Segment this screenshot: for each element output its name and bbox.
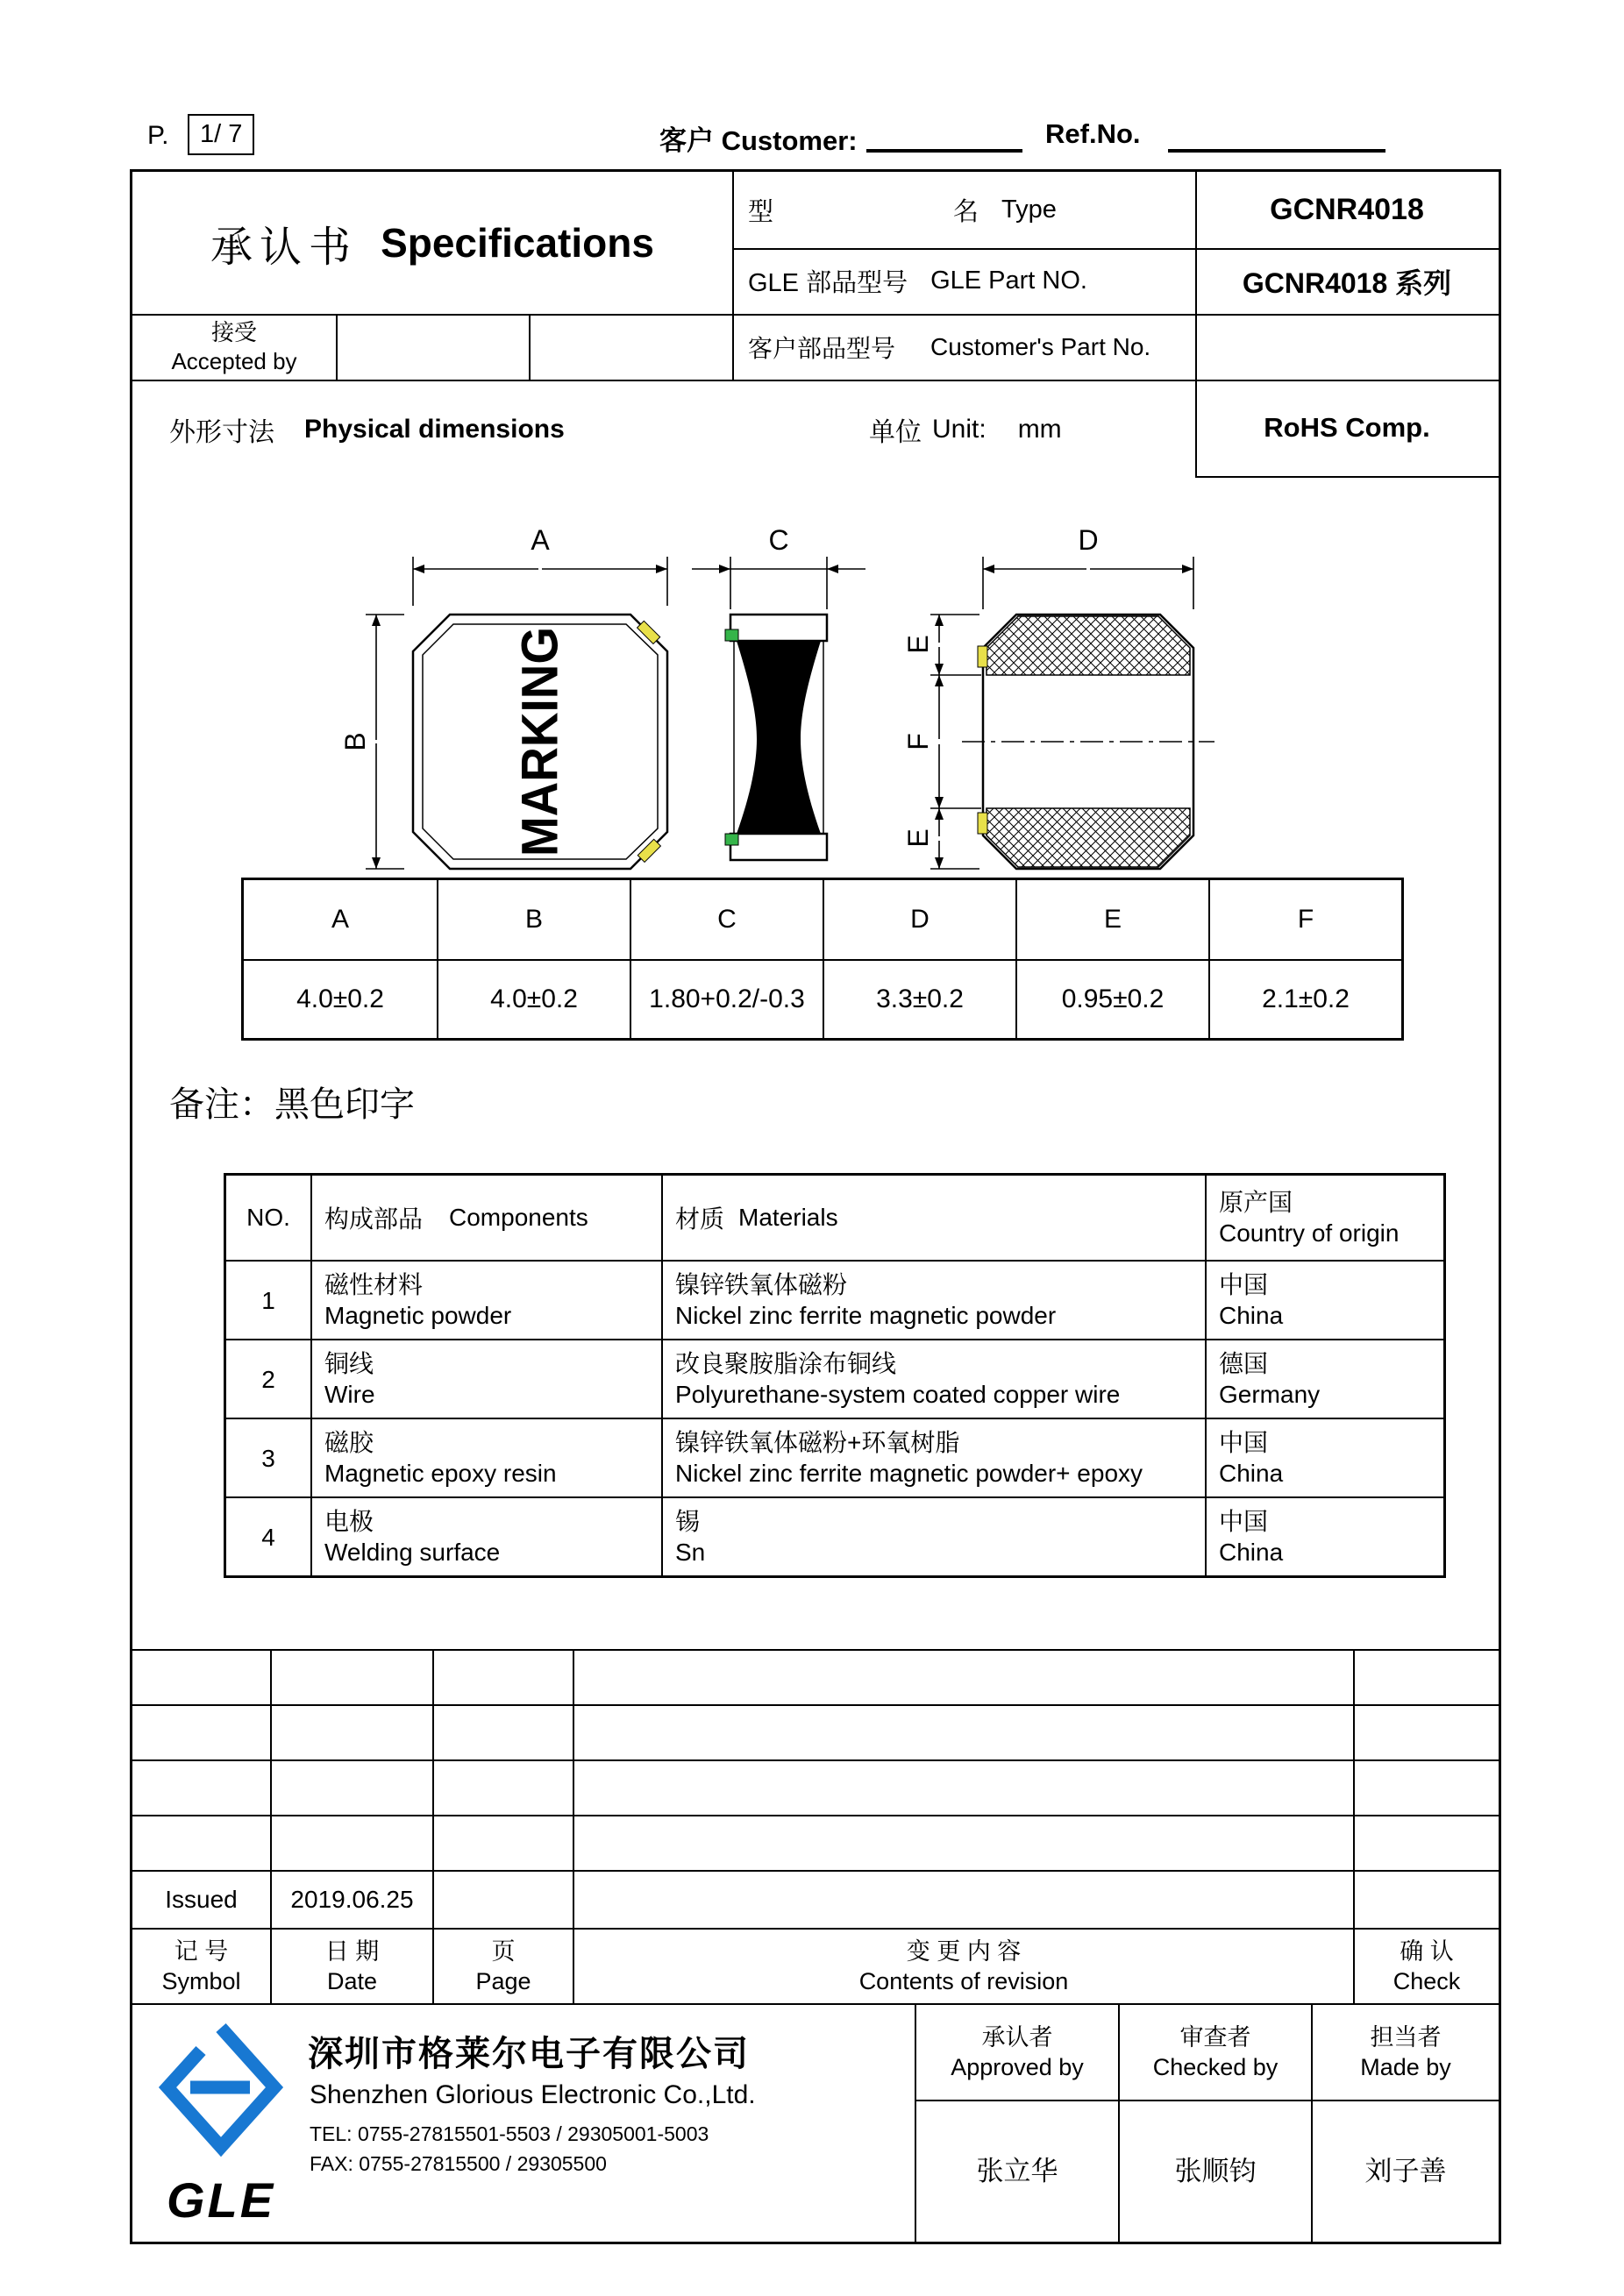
component-origin-cn: 中国 xyxy=(1219,1271,1269,1298)
made-by-name: 刘子善 xyxy=(1311,2100,1499,2242)
dim-label-e-bottom: E xyxy=(902,828,934,848)
approval-col-approved-en: Approved by xyxy=(951,2054,1084,2080)
components-table xyxy=(224,1173,1446,1578)
company-fax: FAX: 0755-27815500 / 29305500 xyxy=(310,2152,607,2175)
component-origin-cn: 中国 xyxy=(1219,1429,1269,1456)
component-origin-en: China xyxy=(1219,1539,1284,1566)
component-material-cn: 锡 xyxy=(675,1508,701,1535)
gle-logo xyxy=(155,2015,287,2235)
approval-col-made xyxy=(1311,2005,1499,2100)
revision-col-page-en: Page xyxy=(475,1968,531,1994)
issued-date: 2019.06.25 xyxy=(270,1872,432,1928)
component-row-origin xyxy=(1205,1260,1443,1339)
revision-col-contents-en: Contents of revision xyxy=(858,1968,1069,1994)
physical-dimensions-cn: 外形寸法 xyxy=(169,418,274,447)
component-row-name xyxy=(310,1418,661,1496)
revision-empty-row xyxy=(132,1815,1499,1870)
revision-table xyxy=(132,1649,1499,2003)
type-label-cell xyxy=(732,172,1195,248)
marking-text: MARKING xyxy=(511,613,569,857)
components-col-materials-cn: 材质 xyxy=(675,1205,725,1233)
approval-col-checked-cn: 审查者 xyxy=(1179,2024,1251,2051)
components-col-components-cn: 构成部品 xyxy=(324,1205,424,1233)
revision-col-date xyxy=(270,1930,432,2003)
component-material-en: Nickel zinc ferrite magnetic powder+ epoxy xyxy=(675,1460,1143,1487)
component-row-name xyxy=(310,1496,661,1575)
revision-col-symbol-cn: 记 号 xyxy=(174,1938,229,1965)
revision-cell-empty xyxy=(432,1872,573,1928)
component-name-en: Magnetic epoxy resin xyxy=(324,1460,557,1487)
revision-col-check-en: Check xyxy=(1393,1968,1461,1994)
accepted-by-en: Accepted by xyxy=(171,347,297,374)
dim-value: 4.0±0.2 xyxy=(244,959,437,1038)
dim-header: D xyxy=(823,880,1015,959)
component-origin-en: Germany xyxy=(1219,1381,1321,1408)
component-name-cn: 磁胶 xyxy=(324,1429,374,1456)
dim-header: F xyxy=(1208,880,1401,959)
top-line xyxy=(0,114,1624,168)
revision-empty-row xyxy=(132,1759,1499,1815)
dim-label-e-top: E xyxy=(902,635,934,654)
component-row-no: 2 xyxy=(226,1339,310,1418)
company-tel: TEL: 0755-27815501-5503 / 29305001-5003 xyxy=(310,2122,709,2145)
components-col-components-en: Components xyxy=(449,1204,588,1231)
dim-d-lines xyxy=(983,557,1193,609)
dim-header: B xyxy=(437,880,630,959)
type-label-en: Type xyxy=(1001,195,1057,224)
component-row-material xyxy=(661,1260,1205,1339)
component-row-material xyxy=(661,1496,1205,1575)
component-material-cn: 镍锌铁氧体磁粉 xyxy=(675,1271,848,1298)
component-origin-en: China xyxy=(1219,1460,1284,1487)
terminal-mark-left-bottom xyxy=(978,813,987,834)
unit-value: mm xyxy=(1017,415,1062,444)
revision-cell-empty xyxy=(432,1706,573,1759)
dim-c-lines xyxy=(692,557,865,609)
component-name-en: Welding surface xyxy=(324,1539,501,1566)
component-name-cn: 电极 xyxy=(324,1508,374,1535)
approval-col-checked-en: Checked by xyxy=(1152,2054,1279,2080)
solder-pad-bottom xyxy=(987,808,1190,867)
revision-cell-empty xyxy=(1353,1706,1499,1759)
revision-col-page-cn: 页 xyxy=(491,1938,516,1965)
component-name-cn: 磁性材料 xyxy=(324,1271,424,1298)
component-row-origin xyxy=(1205,1339,1443,1418)
customer-part-value-cell xyxy=(1195,314,1499,380)
dim-header: A xyxy=(331,905,349,934)
revision-cell-empty xyxy=(432,1816,573,1870)
accepted-signature-cell-2 xyxy=(529,314,732,380)
customer-part-label-en: Customer's Part No. xyxy=(930,332,1151,360)
customer-blank-line xyxy=(866,114,1022,153)
revision-cell-empty xyxy=(270,1761,432,1815)
component-material-en: Polyurethane-system coated copper wire xyxy=(675,1381,1121,1408)
document-title-cn: 承认书 xyxy=(210,224,359,271)
dim-label-a: A xyxy=(531,524,550,556)
component-row-name xyxy=(310,1339,661,1418)
revision-col-contents xyxy=(573,1930,1353,2003)
component-origin-en: China xyxy=(1219,1302,1284,1329)
gle-part-value: GCNR4018 系列 xyxy=(1242,267,1452,299)
revision-cell-empty xyxy=(1353,1651,1499,1704)
revision-cell-empty xyxy=(573,1872,1353,1928)
winding-core xyxy=(737,641,821,834)
customer-part-label-cell xyxy=(732,314,1195,380)
dim-a-lines xyxy=(413,557,667,606)
revision-col-date-cn: 日 期 xyxy=(324,1938,380,1965)
dim-header: C xyxy=(630,880,823,959)
company-name-en: Shenzhen Glorious Electronic Co.,Ltd. xyxy=(310,2080,756,2109)
revision-cell-empty xyxy=(573,1816,1353,1870)
dim-value: 0.95±0.2 xyxy=(1015,959,1208,1038)
company-block xyxy=(132,2005,915,2242)
approved-by-name: 张立华 xyxy=(916,2100,1118,2242)
components-col-materials xyxy=(661,1176,1205,1260)
revision-cell-empty xyxy=(432,1651,573,1704)
dim-label-c: C xyxy=(768,524,789,556)
mark-green-bottom xyxy=(725,834,738,845)
type-label-cn1: 型 xyxy=(748,198,774,226)
components-col-materials-en: Materials xyxy=(738,1204,838,1231)
revision-cell-empty xyxy=(270,1706,432,1759)
revision-cell-empty xyxy=(270,1651,432,1704)
approval-table xyxy=(915,2005,1499,2242)
unit-label-en: Unit: xyxy=(932,415,987,444)
component-row-no: 1 xyxy=(226,1260,310,1339)
accepted-by-cn: 接受 xyxy=(210,318,257,345)
component-origin-cn: 德国 xyxy=(1219,1350,1269,1377)
rohs-badge: RoHS Comp. xyxy=(1264,412,1430,443)
table-line xyxy=(1195,476,1499,478)
approval-col-made-en: Made by xyxy=(1360,2054,1451,2080)
dimension-table xyxy=(241,878,1404,1041)
dim-value: 1.80+0.2/-0.3 xyxy=(630,959,823,1038)
unit-heading xyxy=(869,405,1062,454)
revision-cell-empty xyxy=(1353,1816,1499,1870)
dim-label-d: D xyxy=(1078,524,1099,556)
approval-col-made-cn: 担当者 xyxy=(1370,2024,1442,2051)
issued-label: Issued xyxy=(165,1886,238,1913)
dim-value: 4.0±0.2 xyxy=(437,959,630,1038)
gle-part-label-cell xyxy=(732,248,1195,314)
document-title-en: Specifications xyxy=(381,220,654,266)
terminal-mark-top-right xyxy=(637,621,660,643)
revision-col-check-cn: 确 认 xyxy=(1400,1938,1454,1965)
main-table xyxy=(130,169,1501,2244)
physical-dimensions-heading xyxy=(169,405,565,454)
approval-col-approved-cn: 承认者 xyxy=(981,2024,1053,2051)
terminal-mark-left-top xyxy=(978,646,987,667)
customer-part-label-cn: 客户部品型号 xyxy=(748,334,896,362)
dim-header: E xyxy=(1015,880,1208,959)
document-title xyxy=(132,172,732,314)
components-col-no: NO. xyxy=(246,1204,290,1231)
revision-cell-empty xyxy=(573,1761,1353,1815)
type-label-cn2: 名 xyxy=(953,198,979,226)
footer xyxy=(132,2003,1499,2242)
component-material-en: Nickel zinc ferrite magnetic powder xyxy=(675,1302,1057,1329)
ref-no-blank-line xyxy=(1168,114,1385,153)
revision-cell-empty xyxy=(573,1706,1353,1759)
components-col-origin-cn: 原产国 xyxy=(1219,1189,1293,1216)
revision-cell-empty xyxy=(132,1651,270,1704)
dim-value: 2.1±0.2 xyxy=(1208,959,1401,1038)
solder-pad-top xyxy=(987,616,1190,675)
component-row-material xyxy=(661,1418,1205,1496)
component-material-en: Sn xyxy=(675,1539,706,1566)
revision-issued-row xyxy=(132,1870,1499,1928)
customer-label: 客户 Customer: xyxy=(659,125,858,156)
component-row-origin xyxy=(1205,1496,1443,1575)
mark-green-top xyxy=(725,629,738,641)
terminal-mark-bottom-right xyxy=(637,839,660,862)
side-view xyxy=(730,615,827,860)
accepted-signature-cell-1 xyxy=(336,314,529,380)
dim-label-b: B xyxy=(339,732,371,751)
approval-col-approved xyxy=(916,2005,1118,2100)
revision-cell-empty xyxy=(132,1761,270,1815)
dim-b-lines xyxy=(366,615,404,869)
revision-col-symbol xyxy=(132,1930,270,2003)
approval-col-checked xyxy=(1118,2005,1311,2100)
dim-label-f: F xyxy=(902,733,934,750)
revision-cell-empty xyxy=(573,1651,1353,1704)
revision-empty-row xyxy=(132,1649,1499,1704)
ref-no-label: Ref.No. xyxy=(1045,118,1141,149)
component-name-cn: 铜线 xyxy=(324,1350,374,1377)
components-col-origin xyxy=(1205,1176,1443,1260)
component-row-name xyxy=(310,1260,661,1339)
revision-col-contents-cn: 变 更 内 容 xyxy=(906,1938,1022,1965)
component-row-no: 4 xyxy=(226,1496,310,1575)
revision-cell-empty xyxy=(1353,1761,1499,1815)
revision-cell-empty xyxy=(1353,1872,1499,1928)
dimension-drawings xyxy=(194,518,1299,873)
revision-col-check xyxy=(1353,1930,1499,2003)
page-number-box: 1/ 7 xyxy=(188,114,254,155)
revision-col-page xyxy=(432,1930,573,2003)
components-col-components xyxy=(310,1176,661,1260)
revision-empty-row xyxy=(132,1704,1499,1759)
revision-col-date-en: Date xyxy=(326,1968,378,1994)
company-name-cn: 深圳市格莱尔电子有限公司 xyxy=(308,2035,750,2073)
unit-label-cn: 单位 xyxy=(869,418,922,447)
gle-logo-text: GLE xyxy=(166,2172,276,2228)
checked-by-name: 张顺钧 xyxy=(1118,2100,1311,2242)
component-row-origin xyxy=(1205,1418,1443,1496)
gle-part-label-en: GLE Part NO. xyxy=(930,267,1087,295)
revision-cell-empty xyxy=(132,1816,270,1870)
component-material-cn: 镍锌铁氧体磁粉+环氧树脂 xyxy=(675,1429,960,1456)
component-row-material xyxy=(661,1339,1205,1418)
gle-part-label-cn: GLE 部品型号 xyxy=(748,269,908,297)
revision-cell-empty xyxy=(132,1706,270,1759)
revision-col-symbol-en: Symbol xyxy=(161,1968,241,1994)
component-name-en: Wire xyxy=(324,1381,375,1408)
revision-header-row xyxy=(132,1928,1499,2003)
component-name-en: Magnetic powder xyxy=(324,1302,512,1329)
components-col-origin-en: Country of origin xyxy=(1219,1219,1400,1247)
revision-cell-empty xyxy=(432,1761,573,1815)
type-value: GCNR4018 xyxy=(1270,193,1424,226)
physical-dimensions-en: Physical dimensions xyxy=(304,415,565,444)
component-origin-cn: 中国 xyxy=(1219,1508,1269,1535)
page-label: P. xyxy=(147,121,169,150)
revision-cell-empty xyxy=(270,1816,432,1870)
component-material-cn: 改良聚胺脂涂布铜线 xyxy=(675,1350,897,1377)
marking-note: 备注：黑色印字 xyxy=(169,1084,415,1124)
dim-value: 3.3±0.2 xyxy=(823,959,1015,1038)
accepted-by-cell xyxy=(132,314,336,380)
component-row-no: 3 xyxy=(226,1418,310,1496)
